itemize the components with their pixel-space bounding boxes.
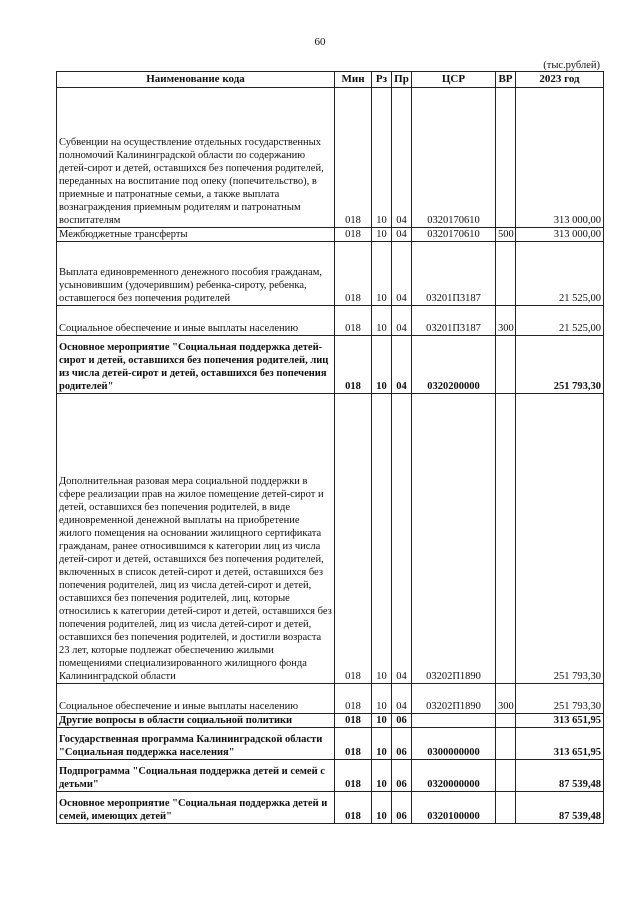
row-amount: 313 000,00 (516, 228, 604, 242)
row-rz: 10 (372, 394, 392, 684)
row-vr: 300 (496, 684, 516, 714)
row-pr: 04 (392, 228, 412, 242)
row-amount: 87 539,48 (516, 792, 604, 824)
row-csr: 03201П3187 (412, 242, 496, 306)
row-min: 018 (335, 336, 372, 394)
row-name: Субвенции на осуществление отдельных государственных полномочий Калининградской области по содержанию детей-сирот и детей, оставшихся без попечения родителей, переданных на воспитание под опеку (попечительство), в приемные и патронатные семьи, а также выплата вознаграждения приемным родителям и патронатным воспитателям (57, 88, 335, 228)
row-csr: 03201П3187 (412, 306, 496, 336)
row-min: 018 (335, 728, 372, 760)
row-name: Межбюджетные трансферты (57, 228, 335, 242)
row-csr (412, 714, 496, 728)
row-min: 018 (335, 684, 372, 714)
row-rz: 10 (372, 760, 392, 792)
row-rz: 10 (372, 88, 392, 228)
row-csr: 03202П1890 (412, 394, 496, 684)
row-name: Дополнительная разовая мера социальной поддержки в сфере реализации прав на жилое помещение детей-сирот и детей, оставшихся без попечения родителей, в виде единовременной денежной выплаты на приобретение жилого помещения на основании жилищного сертификата гражданам, ранее относившимся к категории лиц из числа детей-сирот и детей, оставшихся без попечения родителей, включенных в список детей-сирот и детей, оставшихся без попечения родителей, лиц из числа детей-сирот и детей, оставшихся без попечения родителей, лиц, которые относились к категории детей-сирот и детей, оставшихся без попечения родителей, лиц из числа детей-сирот и детей, оставшихся без попечения родителей, и достигли возраста 23 лет, которые подлежат обеспечению жилыми помещениями специализированного жилищного фонда Калининградской области (57, 394, 335, 684)
row-rz: 10 (372, 684, 392, 714)
header-year: 2023 год (516, 72, 604, 88)
row-rz: 10 (372, 228, 392, 242)
table-row (57, 728, 604, 760)
row-rz: 10 (372, 306, 392, 336)
row-rz: 10 (372, 336, 392, 394)
row-pr: 06 (392, 760, 412, 792)
row-amount: 251 793,30 (516, 394, 604, 684)
row-csr: 0320100000 (412, 792, 496, 824)
table-row (57, 228, 604, 242)
row-min: 018 (335, 88, 372, 228)
header-name: Наименование кода (57, 72, 335, 88)
row-min: 018 (335, 306, 372, 336)
row-csr: 0320170610 (412, 88, 496, 228)
row-csr: 0320200000 (412, 336, 496, 394)
row-name: Подпрограмма "Социальная поддержка детей и семей с детьми" (57, 760, 335, 792)
table-row (57, 336, 604, 394)
row-amount: 21 525,00 (516, 306, 604, 336)
row-name: Основное мероприятие "Социальная поддержка детей-сирот и детей, оставшихся без попечения родителей, лиц из числа детей-сирот и детей, оставшихся без попечения родителей" (57, 336, 335, 394)
row-rz: 10 (372, 728, 392, 760)
table-row (57, 306, 604, 336)
row-name: Основное мероприятие "Социальная поддержка детей и семей, имеющих детей" (57, 792, 335, 824)
row-vr (496, 88, 516, 228)
table-header-row (57, 72, 604, 88)
row-vr (496, 792, 516, 824)
row-pr: 04 (392, 242, 412, 306)
row-vr (496, 336, 516, 394)
row-vr (496, 394, 516, 684)
row-min: 018 (335, 228, 372, 242)
row-amount: 87 539,48 (516, 760, 604, 792)
table-row (57, 684, 604, 714)
row-csr: 0320000000 (412, 760, 496, 792)
units-label: (тыс.рублей) (543, 60, 600, 71)
table-row (57, 242, 604, 306)
header-rz: Рз (372, 72, 392, 88)
row-vr (496, 760, 516, 792)
row-min: 018 (335, 792, 372, 824)
row-min: 018 (335, 242, 372, 306)
row-vr (496, 728, 516, 760)
row-vr (496, 242, 516, 306)
row-amount: 313 651,95 (516, 728, 604, 760)
budget-table (56, 71, 604, 824)
row-name: Другие вопросы в области социальной политики (57, 714, 335, 728)
row-pr: 04 (392, 336, 412, 394)
row-amount: 313 651,95 (516, 714, 604, 728)
table-row (57, 792, 604, 824)
row-rz: 10 (372, 242, 392, 306)
header-pr: Пр (392, 72, 412, 88)
row-pr: 04 (392, 394, 412, 684)
table-row (57, 760, 604, 792)
table-row (57, 714, 604, 728)
table-row (57, 88, 604, 228)
row-csr: 0300000000 (412, 728, 496, 760)
row-rz: 10 (372, 714, 392, 728)
row-pr: 04 (392, 306, 412, 336)
table-row (57, 394, 604, 684)
header-csr: ЦСР (412, 72, 496, 88)
row-pr: 06 (392, 792, 412, 824)
row-name: Государственная программа Калининградской области "Социальная поддержка населения" (57, 728, 335, 760)
header-min: Мин (335, 72, 372, 88)
row-name: Социальное обеспечение и иные выплаты населению (57, 306, 335, 336)
row-amount: 21 525,00 (516, 242, 604, 306)
row-min: 018 (335, 760, 372, 792)
row-min: 018 (335, 394, 372, 684)
row-amount: 251 793,30 (516, 684, 604, 714)
row-pr: 04 (392, 684, 412, 714)
row-csr: 03202П1890 (412, 684, 496, 714)
row-name: Социальное обеспечение и иные выплаты населению (57, 684, 335, 714)
row-csr: 0320170610 (412, 228, 496, 242)
row-pr: 06 (392, 728, 412, 760)
row-vr: 500 (496, 228, 516, 242)
header-vr: ВР (496, 72, 516, 88)
row-pr: 04 (392, 88, 412, 228)
page-number: 60 (314, 36, 326, 48)
row-amount: 313 000,00 (516, 88, 604, 228)
row-name: Выплата единовременного денежного пособия гражданам, усыновившим (удочерившим) ребенка-сироту, ребенка, оставшегося без попечения родителей (57, 242, 335, 306)
row-pr: 06 (392, 714, 412, 728)
row-min: 018 (335, 714, 372, 728)
row-amount: 251 793,30 (516, 336, 604, 394)
row-vr: 300 (496, 306, 516, 336)
row-vr (496, 714, 516, 728)
row-rz: 10 (372, 792, 392, 824)
